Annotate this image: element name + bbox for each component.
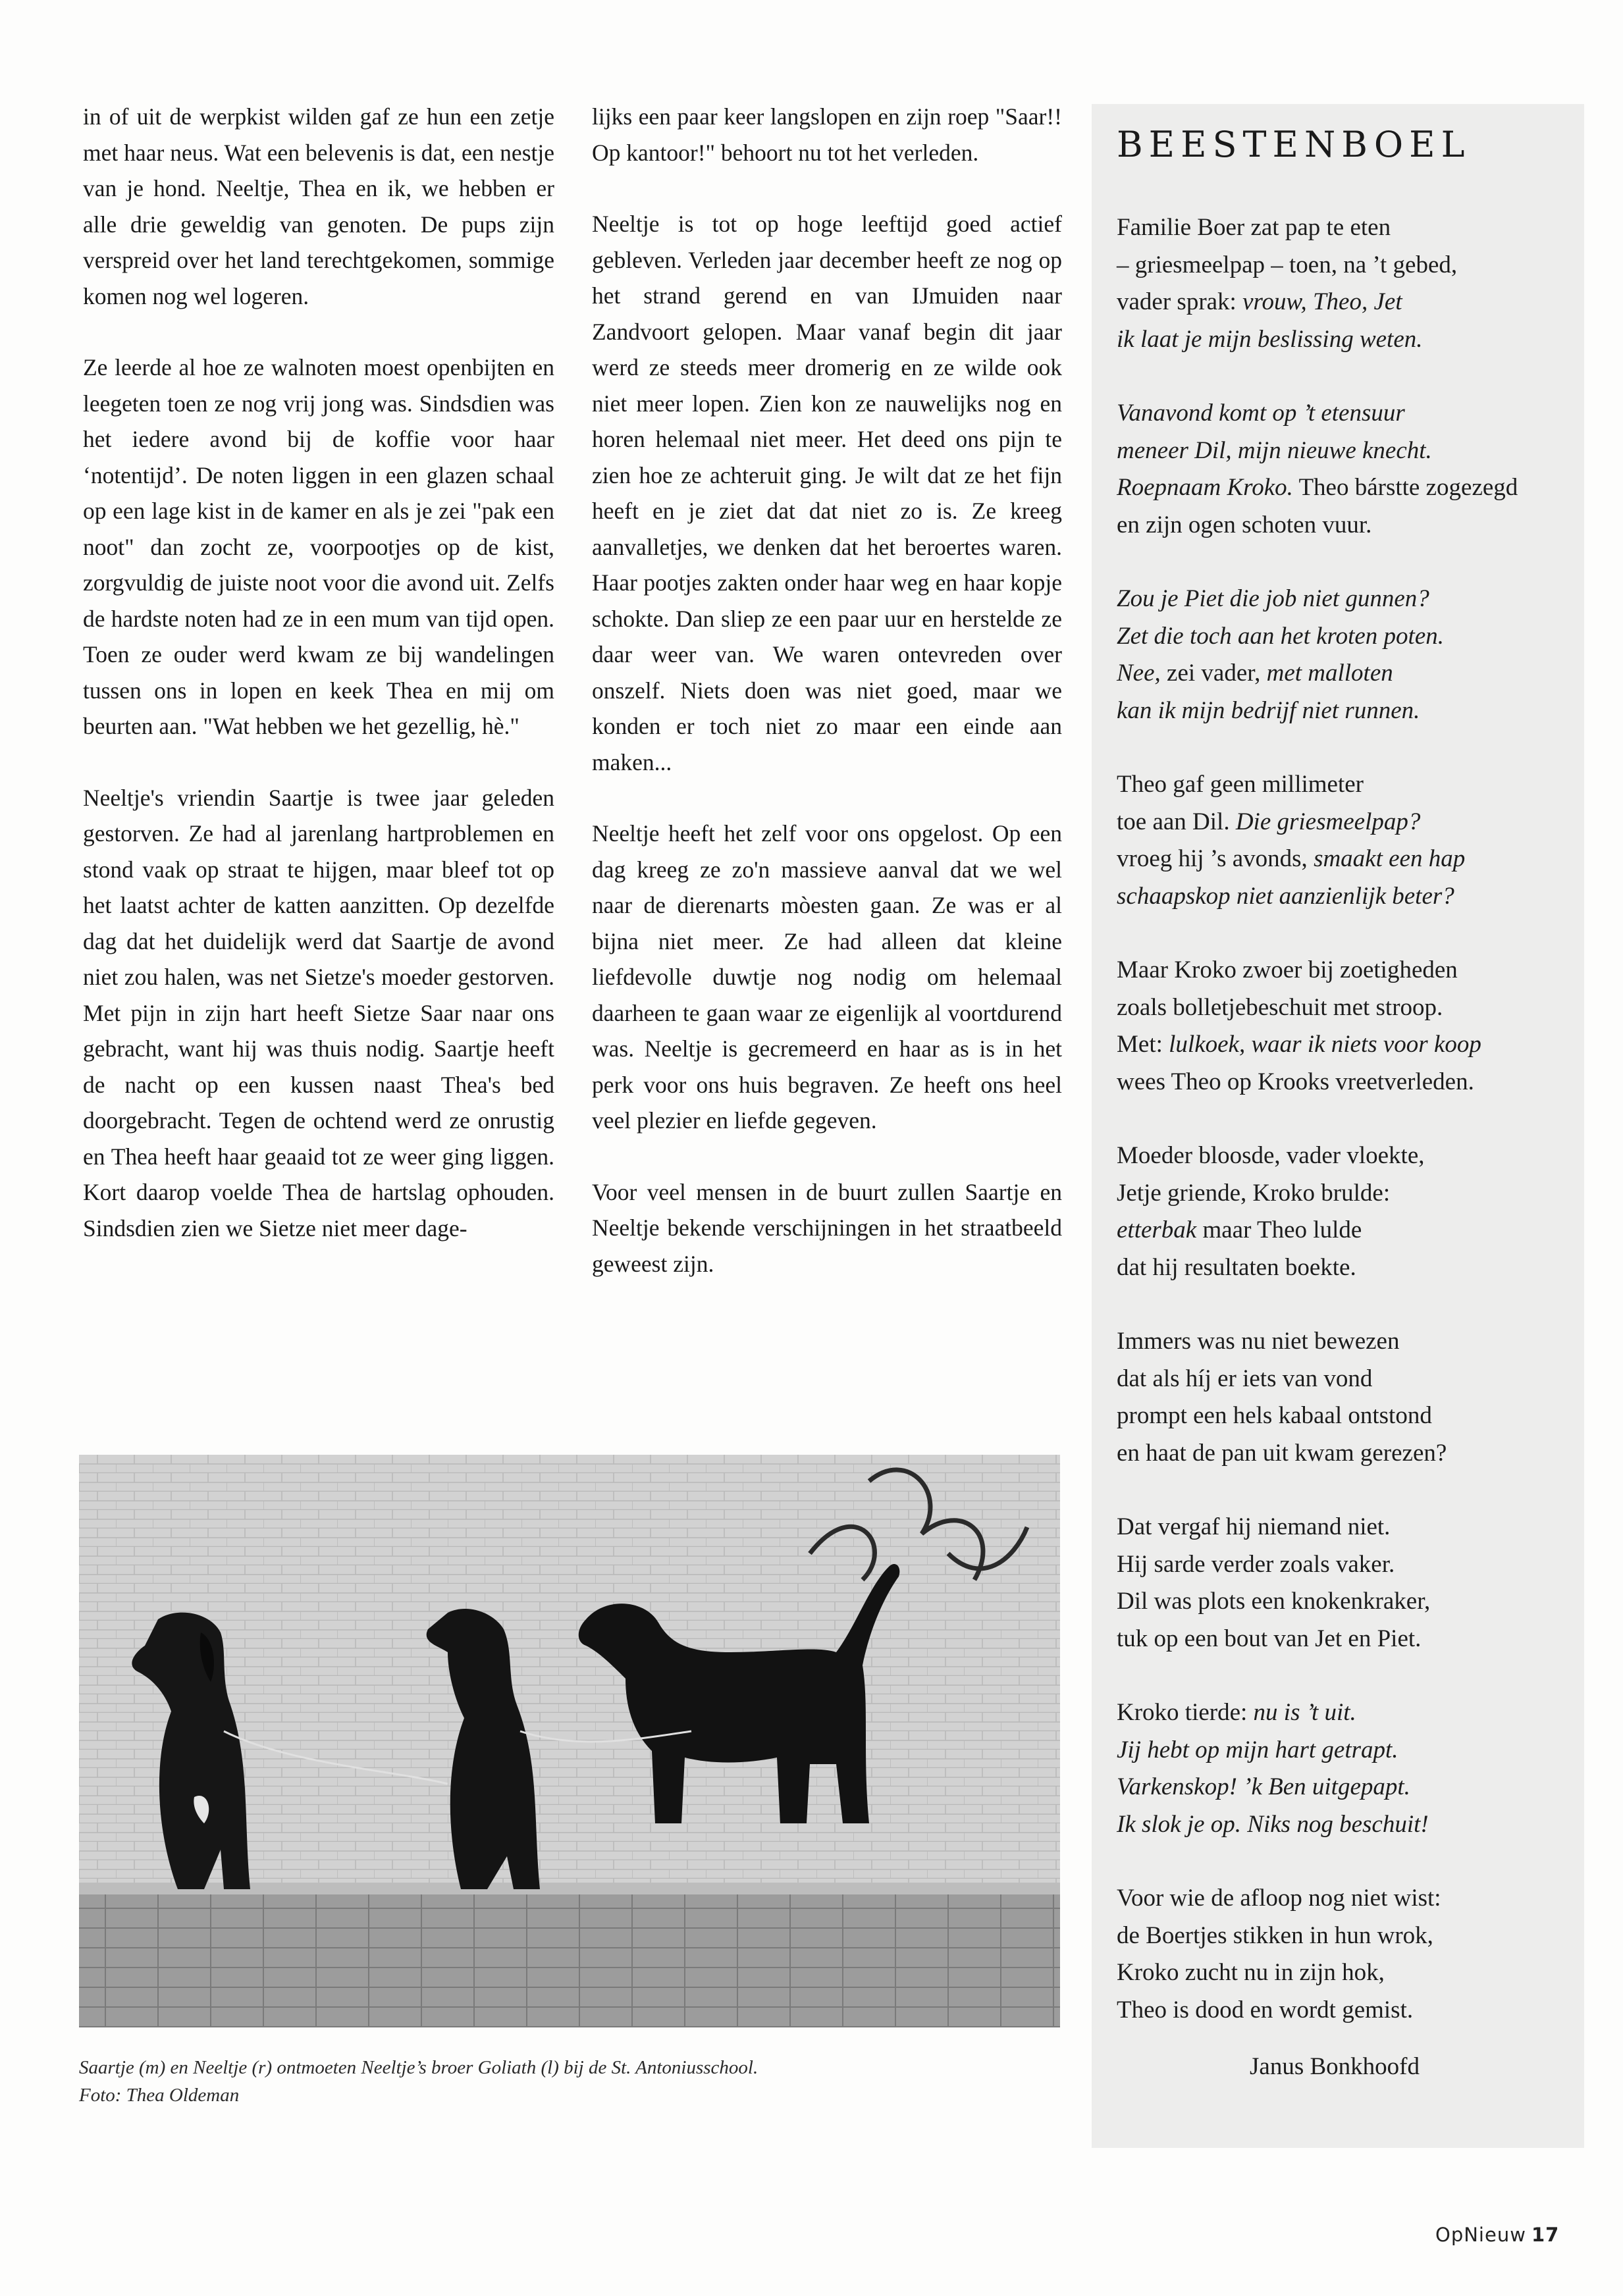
poem-line [1117, 804, 1571, 841]
poem-line: Kroko zucht nu in zijn hok, [1117, 1959, 1385, 1986]
paragraph: Neeltje heeft het zelf voor ons opgelost. Op een dag kreeg ze zo'n massieve aanval dat we wel naar de dierenarts mòesten gaan. Ze was er al bijna niet meer. Ze had alleen dat kleine liefdevolle duwtje nog nodig om helemaal daarheen te gaan waar ze eigenlijk al voortdurend was. Neeltje is gecremeerd en haar as is in het perk voor ons huis begraven. Ze heeft ons heel veel plezier en liefde gegeven. [592, 820, 1062, 1134]
poem-body [1117, 209, 1571, 2066]
poem-line: meneer Dil, mijn nieuwe knecht. [1117, 436, 1432, 464]
poem-line: Varkenskop! ’k Ben uitgepapt. [1117, 1773, 1410, 1800]
poem-line: Zet die toch aan het kroten poten. [1117, 622, 1444, 650]
poem-line: Vanavond komt op ’t etensuur [1117, 400, 1405, 427]
poem-line: dat hij resultaten boekte. [1117, 1253, 1356, 1281]
poem-text: Theo bárstte zogezegd [1292, 474, 1518, 501]
poem-line: tuk op een bout van Jet en Piet. [1117, 1625, 1422, 1652]
poem-text-italic: smaakt een hap [1314, 845, 1466, 872]
poem-line: en haat de pan uit kwam gerezen? [1117, 1439, 1447, 1467]
paragraph: Ze leerde al hoe ze walnoten moest openbijten en leegeten toen ze nog vrij jong was. Sindsdien was het iedere avond bij de koffie voor haar ‘notentijd’. De noten liggen in een glazen schaal op een lage kist in de kamer en als je zei "pak een noot" dan zocht ze, voorpootjes op de kist, zorgvuldig de juiste noot voor die avond uit. Zelfs de hardste noten had ze in een mum van tijd open. Toen ze ouder werd kwam ze bij wandelingen tussen ons in lopen en keek Thea en mij om beurten aan. "Wat hebben we het gezellig, hè." [83, 354, 554, 739]
poem-line: – griesmeelpap – toen, na ’t gebed, [1117, 251, 1458, 278]
poem-title: BEESTENBOEL [1117, 124, 1471, 165]
poem-text: toe aan Dil. [1117, 808, 1236, 835]
poem-stanza [1117, 581, 1571, 729]
poem-text-italic: lulkoek, waar ik niets voor koop [1169, 1031, 1481, 1058]
poem-line: Immers was nu niet bewezen [1117, 1328, 1400, 1355]
paragraph: Neeltje is tot op hoge leeftijd goed actief gebleven. Verleden jaar december heeft ze nog op het strand gerend en van IJmuiden naar Zandvoort gelopen. Maar vanaf begin dit jaar werd ze steeds meer dromerig en ze wilde ook niet meer lopen. Zien kon ze nauwelijks nog en horen helemaal niet meer. Het deed ons pijn te zien hoe ze achteruit ging. Je wilt dat ze het fijn heeft en je ziet dat dat niet zo is. Ze kreeg aanvalletjes, we denken dat het beroertes waren. Haar pootjes zakten onder haar weg en haar kopje schokte. Dan sliep ze een paar uur en herstelde ze daar weer van. We waren ontevreden over onszelf. Niets doen was niet goed, maar we konden er toch niet zo maar een einde aan maken... [592, 211, 1062, 775]
poem-sidebar [1092, 104, 1584, 2148]
poem-stanza [1117, 1323, 1571, 1472]
poem-text-italic: met malloten [1266, 660, 1393, 687]
poem-text: Kroko tierde: [1117, 1699, 1254, 1726]
article-column-2 [592, 99, 1062, 1317]
poem-stanza [1117, 1509, 1571, 1657]
poem-line [1117, 1694, 1571, 1732]
photo-caption [79, 2054, 1067, 2109]
poem-line: dat als híj er iets van vond [1117, 1365, 1373, 1392]
poem-line: Voor wie de afloop nog niet wist: [1117, 1885, 1441, 1912]
poem-line: Ik slok je op. Niks nog beschuit! [1117, 1810, 1429, 1838]
poem-author: Janus Bonkhoofd [1250, 2053, 1420, 2080]
poem-line: Dat vergaf hij niemand niet. [1117, 1513, 1391, 1540]
poem-stanza [1117, 766, 1571, 915]
poem-line [1117, 469, 1571, 507]
poem-stanza [1117, 1137, 1571, 1286]
poem-line [1117, 1026, 1571, 1064]
poem-line [1117, 841, 1571, 878]
poem-line: ik laat je mijn beslissing weten. [1117, 325, 1423, 353]
poem-line: Hij sarde verder zoals vaker. [1117, 1550, 1395, 1578]
page-footer [1435, 2224, 1559, 2246]
dogs-photo-illustration [79, 1455, 1060, 2027]
poem-line: Theo is dood en wordt gemist. [1117, 1996, 1414, 2023]
article-column-1 [83, 99, 554, 1282]
paragraph: Neeltje's vriendin Saartje is twee jaar geleden gestorven. Ze had al jarenlang hartproblemen en stond vaak op straat te hijgen, maar bleef tot op het laatst achter de katten aanzitten. Op dezelfde dag dat het duidelijk werd dat Saartje de avond niet zou halen, was net Sietze's moeder gestorven. Met pijn in zijn hart heeft Sietze Saar naar ons gebracht, want hij was thuis nodig. Saartje heeft de nacht op een kussen naast Thea's bed doorgebracht. Tegen de ochtend werd ze onrustig en Thea heeft haar geaaid tot ze weer ging liggen. Kort daarop voelde Thea de hartslag ophouden. Sindsdien zien we Sietze niet meer dage- [83, 784, 554, 1241]
poem-line: kan ik mijn bedrijf niet runnen. [1117, 696, 1420, 724]
paragraph: Voor veel mensen in de buurt zullen Saartje en Neeltje bekende verschijningen in het straatbeeld geweest zijn. [592, 1178, 1062, 1277]
poem-text-italic: vrouw, Theo, Jet [1242, 288, 1402, 315]
magazine-name: OpNieuw [1435, 2224, 1526, 2246]
poem-line: wees Theo op Krooks vreetverleden. [1117, 1068, 1474, 1095]
poem-line [1117, 655, 1571, 692]
poem-line: prompt een hels kabaal ontstond [1117, 1402, 1432, 1429]
poem-text: vader sprak: [1117, 288, 1243, 315]
poem-line: zoals bolletjebeschuit met stroop. [1117, 993, 1443, 1021]
poem-stanza [1117, 395, 1571, 544]
photo-credit: Foto: Thea Oldeman [79, 2085, 240, 2106]
poem-text: zei vader, [1160, 660, 1267, 687]
poem-line: en zijn ogen schoten vuur. [1117, 511, 1372, 538]
poem-text-italic: Roepnaam Kroko. [1117, 474, 1293, 501]
poem-text: Met: [1117, 1031, 1169, 1058]
poem-line: Dil was plots een knokenkraker, [1117, 1588, 1431, 1615]
poem-text-italic: nu is ’t uit. [1253, 1699, 1356, 1726]
poem-stanza [1117, 1880, 1571, 2029]
poem-line [1117, 284, 1571, 321]
poem-text-italic: etterbak [1117, 1216, 1197, 1243]
poem-line: Jij hebt op mijn hart getrapt. [1117, 1736, 1398, 1763]
poem-stanza [1117, 952, 1571, 1101]
poem-line: schaapskop niet aanzienlijk beter? [1117, 882, 1454, 910]
poem-text: maar Theo lulde [1196, 1216, 1362, 1243]
poem-text-italic: Die griesmeelpap? [1235, 808, 1421, 835]
poem-line: Theo gaf geen millimeter [1117, 771, 1364, 798]
poem-line: de Boertjes stikken in hun wrok, [1117, 1921, 1433, 1949]
poem-line: Moeder bloosde, vader vloekte, [1117, 1142, 1425, 1169]
poem-text-italic: Nee, [1117, 660, 1161, 687]
paragraph: in of uit de werpkist wilden gaf ze hun een zetje met haar neus. Wat een belevenis is dat, een nestje van je hond. Neeltje, Thea en ik, we hebben er alle drie geweldig van genoten. De pups zijn verspreid over het land terechtgekomen, sommige komen nog wel logeren. [83, 103, 554, 309]
poem-line: Jetje griende, Kroko brulde: [1117, 1179, 1391, 1207]
poem-text: vroeg hij ’s avonds, [1117, 845, 1314, 872]
poem-stanza [1117, 209, 1571, 358]
caption-text: Saartje (m) en Neeltje (r) ontmoeten Neeltje’s broer Goliath (l) bij de St. Antoniusschool. [79, 2057, 758, 2078]
poem-line: Maar Kroko zwoer bij zoetigheden [1117, 956, 1458, 983]
poem-line: Familie Boer zat pap te eten [1117, 214, 1391, 241]
poem-line [1117, 1212, 1571, 1249]
dogs-photo [79, 1455, 1060, 2027]
poem-line: Zou je Piet die job niet gunnen? [1117, 585, 1429, 612]
page-number: 17 [1531, 2224, 1560, 2246]
poem-stanza [1117, 1694, 1571, 1843]
paragraph: lijks een paar keer langslopen en zijn roep "Saar!! Op kantoor!" behoort nu tot het verleden. [592, 103, 1062, 166]
